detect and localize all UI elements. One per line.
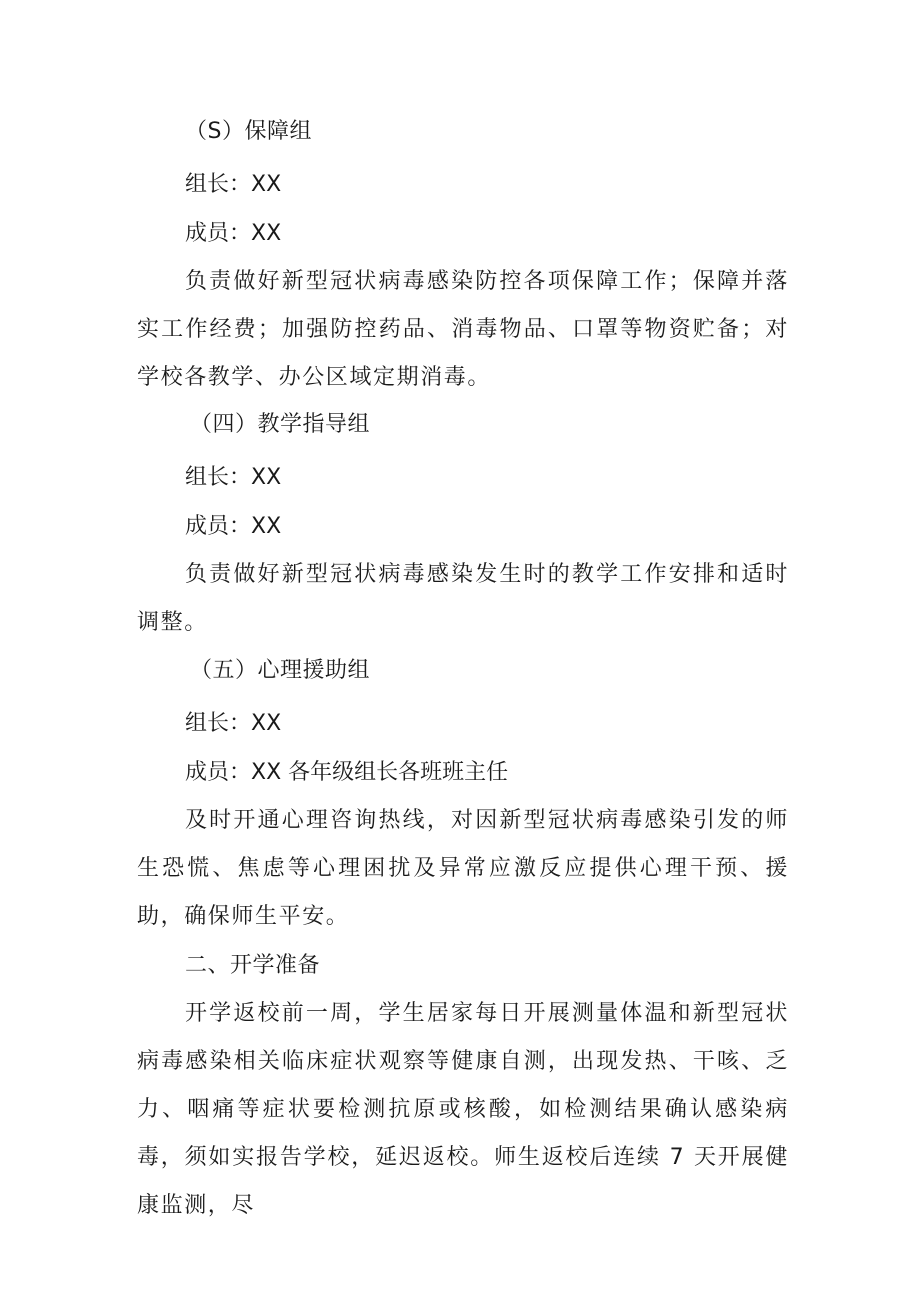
group-duties: 负责做好新型冠状病毒感染发生时的教学工作安排和适时调整。: [137, 562, 789, 635]
section-heading-teaching: （四）教学指导组: [190, 412, 371, 437]
group-members: 成员：XX 各年级组长各班班主任: [185, 760, 509, 785]
group-leader: 组长：XX: [185, 711, 282, 736]
group-members: 成员：XX: [185, 514, 282, 539]
group-duties: 及时开通心理咨询热线，对因新型冠状病毒感染引发的师生恐慌、焦虑等心理困扰及异常应激反应提供心理干预、援助，确保师生平安。: [137, 808, 789, 929]
group-duties: 负责做好新型冠状病毒感染防控各项保障工作；保障并落实工作经费；加强防控药品、消毒物品、口罩等物资贮备；对学校各教学、办公区域定期消毒。: [137, 269, 789, 390]
section-heading-psychology: （五）心理援助组: [190, 658, 371, 683]
chapter-body: 开学返校前一周，学生居家每日开展测量体温和新型冠状病毒感染相关临床症状观察等健康自测，出现发热、干咳、乏力、咽痛等症状要检测抗原或核酸，如检测结果确认感染病毒，须如实报告学校，延迟返校。师生返校后连续 7 天开展健康监测，尽: [137, 1001, 789, 1218]
group-leader: 组长：XX: [185, 465, 282, 490]
section-heading-support: （S）保障组: [185, 119, 312, 144]
group-members: 成员：XX: [185, 221, 282, 246]
chapter-heading: 二、开学准备: [185, 953, 321, 978]
group-leader: 组长：XX: [185, 172, 282, 197]
